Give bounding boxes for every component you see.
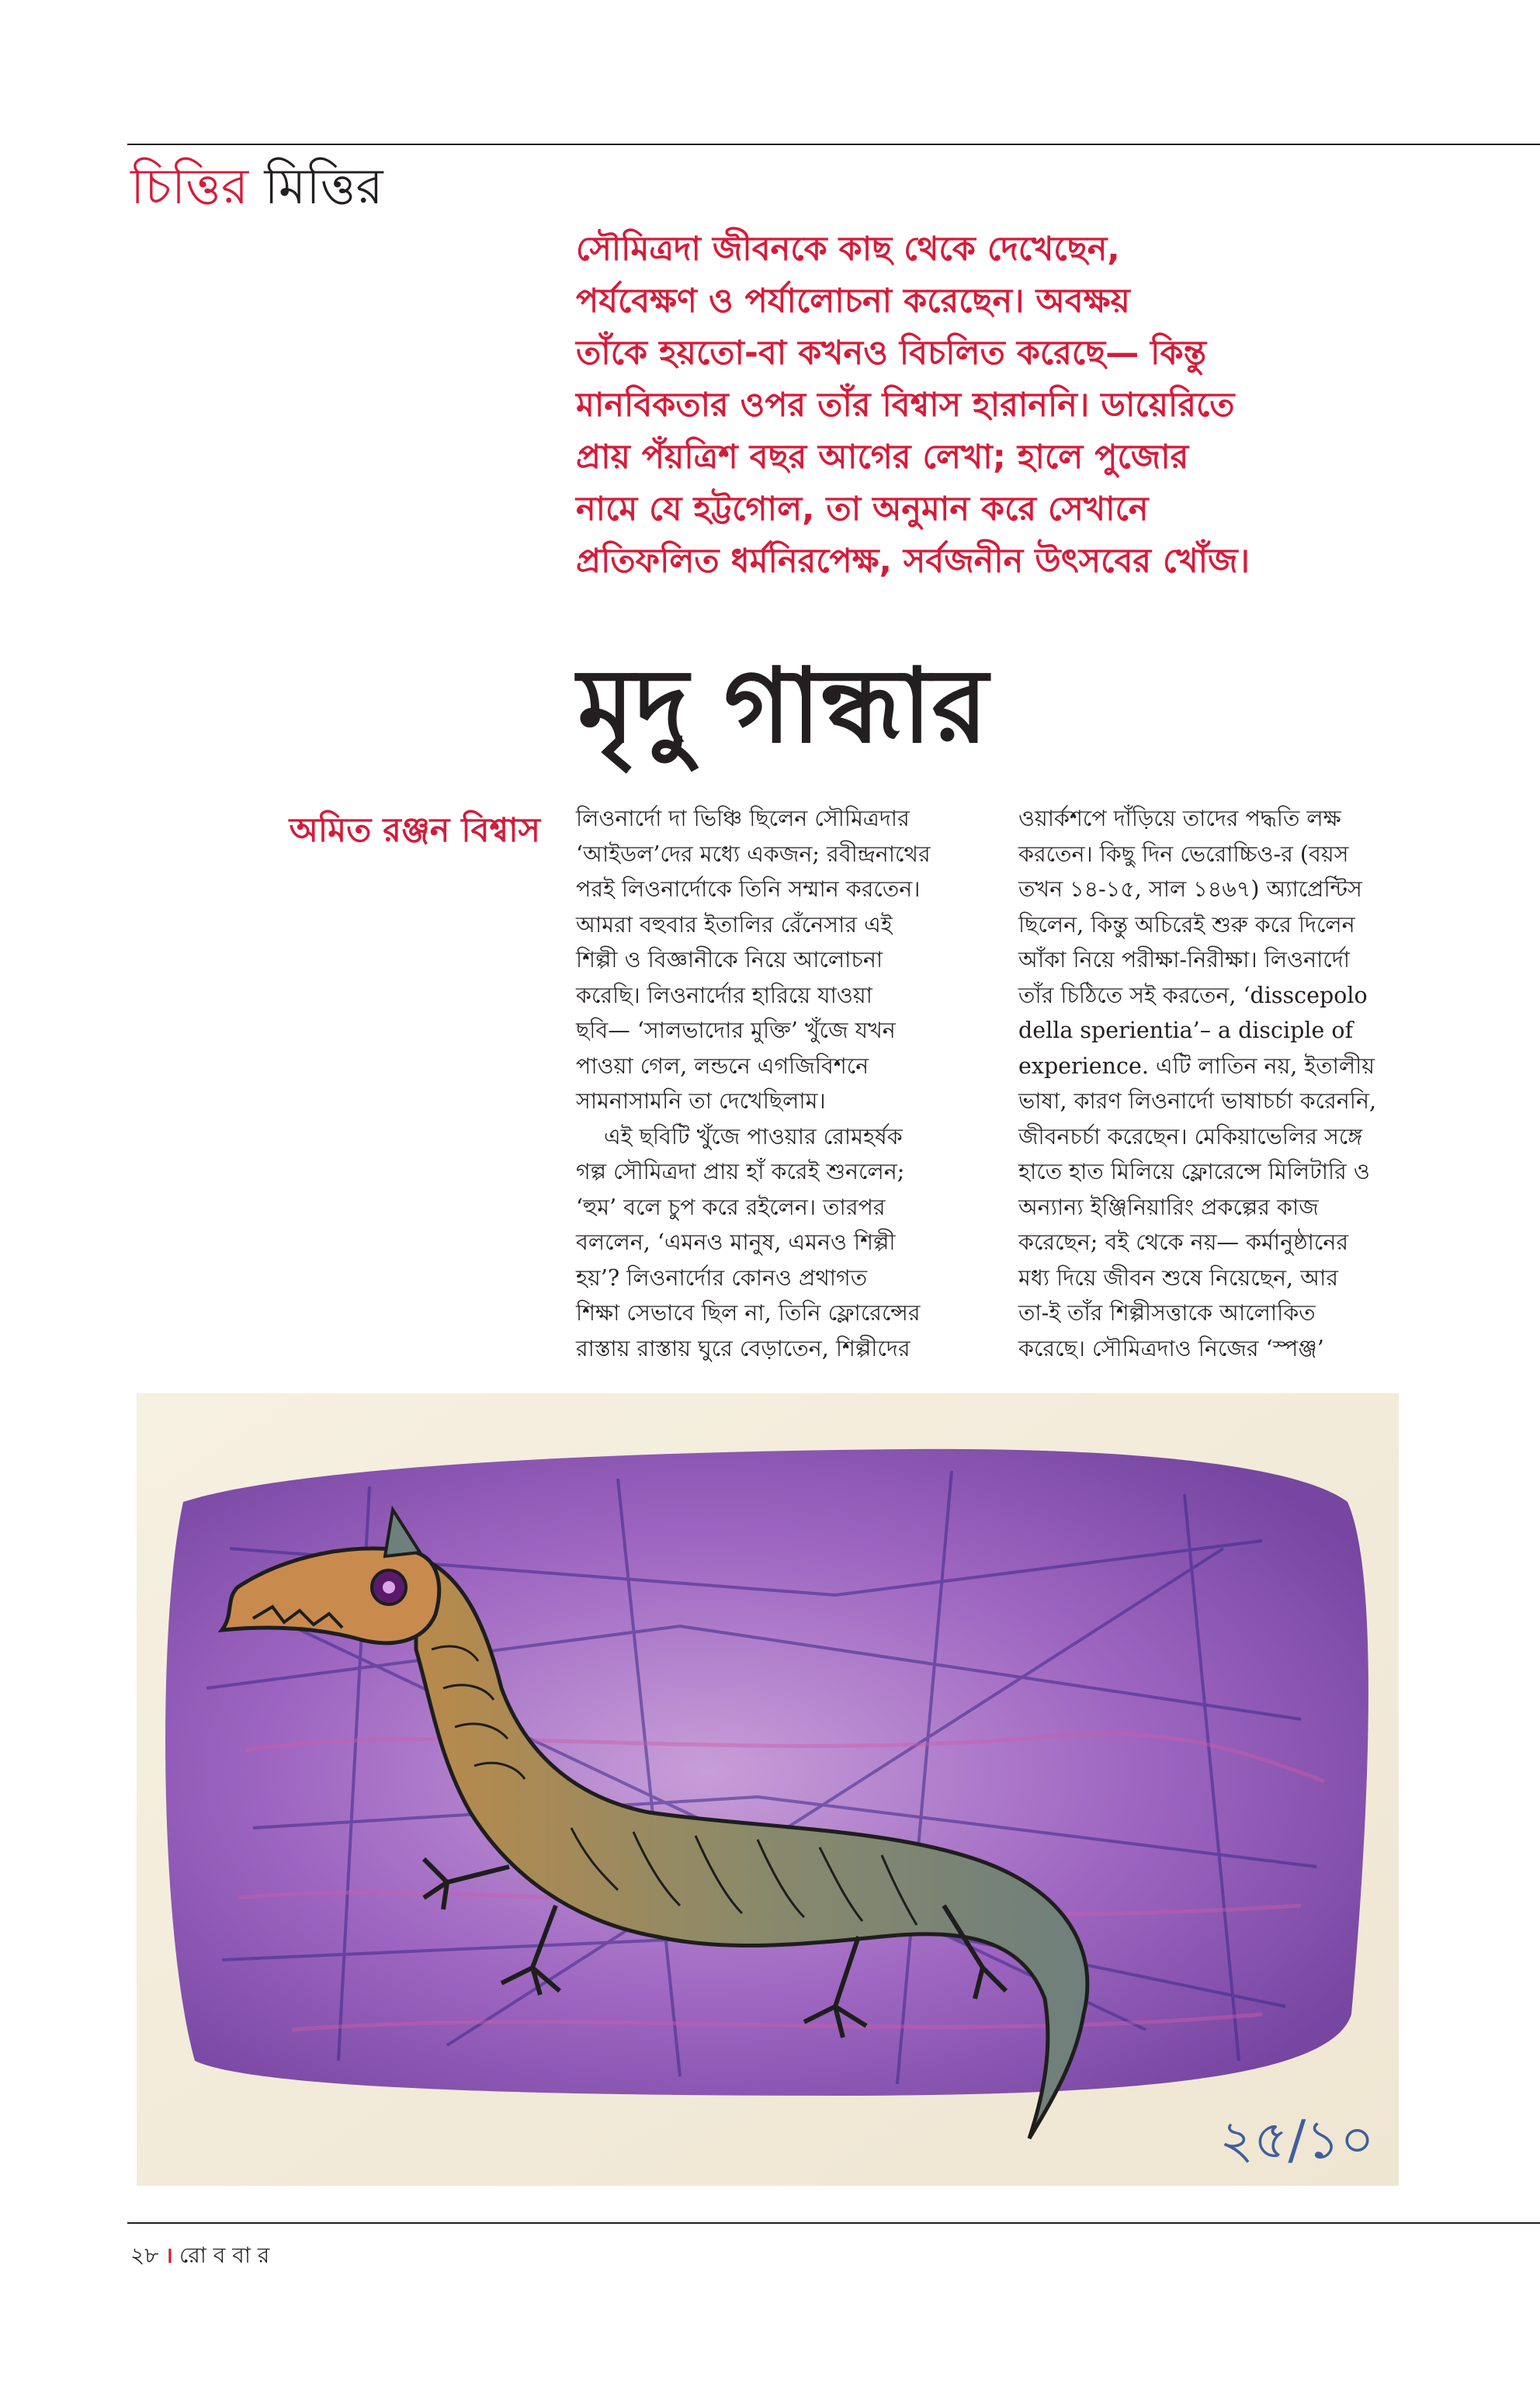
body-line: বললেন, ‘এমনও মানুষ, এমনও শিল্পী	[576, 1229, 896, 1255]
lizard-painting	[137, 1393, 1399, 2186]
body-line: আঁকা নিয়ে পরীক্ষা-নিরীক্ষা। লিওনার্দো	[1018, 947, 1351, 973]
standfirst-line: সৌমিত্রদা জীবনকে কাছ থেকে দেখেছেন,	[576, 230, 1120, 269]
standfirst-line: তাঁকে হয়তো-বা কখনও বিচলিত করেছে— কিন্তু	[576, 334, 1207, 373]
standfirst-line: প্রতিফলিত ধর্মনিরপেক্ষ, সর্বজনীন উৎসবের খোঁজ।	[576, 542, 1250, 581]
body-line: জীবনচর্চা করেছেন। মেকিয়াভেলির সঙ্গে	[1018, 1123, 1363, 1150]
body-line: তা-ই তাঁর শিল্পীসত্তাকে আলোকিত	[1018, 1300, 1316, 1326]
body-line: করেছে। সৌমিত্রদাও নিজের ‘স্পঞ্জ’	[1018, 1335, 1324, 1361]
standfirst-line: পর্যবেক্ষণ ও পর্যালোচনা করেছেন। অবক্ষয়	[576, 282, 1130, 321]
section-label	[130, 152, 383, 222]
body-line: ওয়ার্কশপে দাঁড়িয়ে তাদের পদ্ধতি লক্ষ	[1018, 806, 1341, 831]
body-line: della sperientia’– a disciple of	[1018, 1018, 1354, 1043]
body-line: ছিলেন, কিন্তু অচিরেই শুরু করে দিলেন	[1018, 911, 1355, 938]
body-line: হাতে হাত মিলিয়ে ফ্লোরেন্সে মিলিটারি ও	[1018, 1159, 1370, 1184]
author-byline: অমিত রঞ্জন বিশ্বাস	[289, 811, 540, 850]
body-line: ছবি— ‘সালভাদোর মুক্তি’ খুঁজে যখন	[576, 1018, 896, 1043]
body-line: তাঁর চিঠিতে সই করতেন, ‘disscepolo	[1018, 982, 1368, 1008]
footer-separator: ।	[165, 2242, 173, 2268]
top-rule	[127, 144, 1540, 145]
body-line: পরই লিওনার্দোকে তিনি সম্মান করতেন।	[576, 876, 921, 902]
body-line: গল্প সৌমিত্রদা প্রায় হাঁ করেই শুনলেন;	[576, 1159, 905, 1184]
body-line: অন্যান্য ইঞ্জিনিয়ারিং প্রকল্পের কাজ	[1018, 1194, 1319, 1220]
standfirst	[576, 224, 1383, 588]
body-line: হয়’? লিওনার্দোর কোনও প্রথাগত	[576, 1264, 868, 1291]
section-label-black-word: মিত্তির	[264, 158, 383, 216]
body-line: experience. এটি লাতিন নয়, ইতালীয়	[1018, 1053, 1375, 1079]
body-line: তখন ১৪-১৫, সাল ১৪৬৭) অ্যাপ্রেন্টিস	[1018, 876, 1362, 902]
section-label-red-word: চিত্তির	[130, 158, 249, 216]
body-line: করেছি। লিওনার্দোর হারিয়ে যাওয়া	[576, 982, 872, 1008]
publication-name: রো ব বা র	[179, 2242, 270, 2268]
artist-signature: ২৫/১০	[1219, 2110, 1375, 2171]
standfirst-line: নামে যে হট্টগোল, তা অনুমান করে সেখানে	[576, 490, 1149, 529]
body-line: রাস্তায় রাস্তায় ঘুরে বেড়াতেন, শিল্পীদের	[576, 1335, 910, 1361]
headline: মৃদু গান্ধার	[578, 646, 988, 766]
page-footer	[130, 2240, 269, 2271]
body-line: সামনাসামনি তা দেখেছিলাম।	[576, 1088, 826, 1114]
body-line: করেছেন; বই থেকে নয়— কর্মানুষ্ঠানের	[1018, 1229, 1349, 1255]
standfirst-line: মানবিকতার ওপর তাঁর বিশ্বাস হারাননি। ডায়েরিতে	[576, 386, 1235, 425]
body-line: মধ্য দিয়ে জীবন শুষে নিয়েছেন, আর	[1018, 1264, 1339, 1291]
body-column-2	[1018, 801, 1453, 1366]
body-line: করতেন। কিছু দিন ভেরোচ্চিও-র (বয়স	[1018, 841, 1349, 867]
body-line: আমরা বহুবার ইতালির রেঁনেসার এই	[576, 911, 893, 938]
body-line: লিওনার্দো দা ভিঞ্চি ছিলেন সৌমিত্রদার	[576, 806, 910, 831]
body-line: পাওয়া গেল, লন্ডনে এগজিবিশনে	[576, 1053, 869, 1079]
page-number: ২৮	[130, 2242, 159, 2268]
body-line: শিল্পী ও বিজ্ঞানীকে নিয়ে আলোচনা	[576, 947, 883, 973]
body-line: ‘হুম’ বলে চুপ করে রইলেন। তারপর	[576, 1194, 886, 1220]
lizard-painting-svg	[137, 1393, 1399, 2186]
lizard-pupil	[383, 1581, 395, 1594]
body-line: ভাষা, কারণ লিওনার্দো ভাষাচর্চা করেননি,	[1018, 1088, 1377, 1114]
standfirst-line: প্রায় পঁয়ত্রিশ বছর আগের লেখা; হালে পুজোর	[576, 438, 1189, 477]
body-column-1	[576, 801, 1011, 1366]
body-line: শিক্ষা সেভাবে ছিল না, তিনি ফ্লোরেন্সের	[576, 1300, 921, 1326]
body-line: ‘আইডল’দের মধ্যে একজন; রবীন্দ্রনাথের	[576, 841, 931, 867]
bottom-rule	[127, 2222, 1540, 2224]
body-line: এই ছবিটি খুঁজে পাওয়ার রোমহর্ষক	[604, 1123, 903, 1150]
